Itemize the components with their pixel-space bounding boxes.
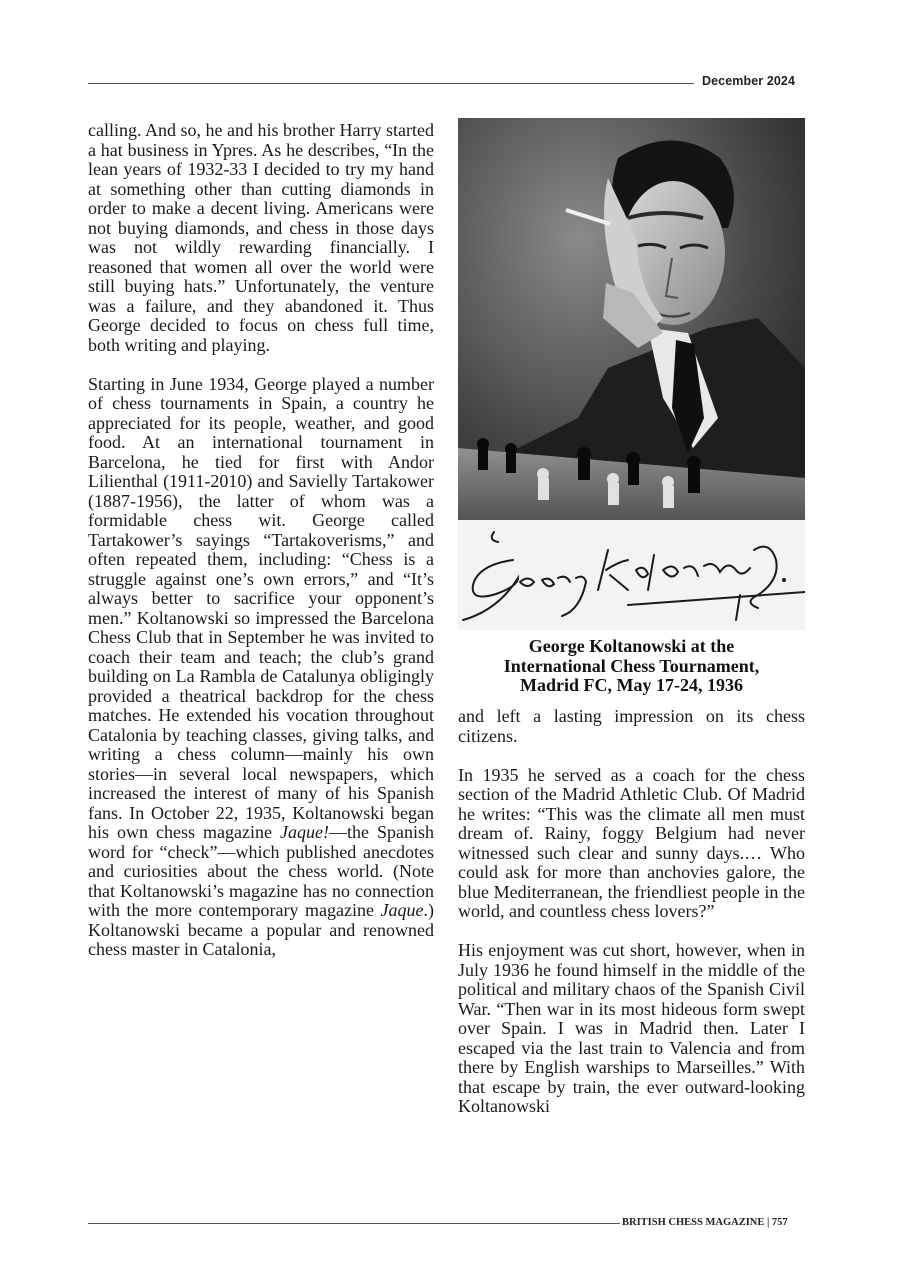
left-paragraph-2-part-3: .) Koltanowski became a popular and renowned chess master in Catalonia, [88,900,434,959]
header-rule [88,83,694,84]
magazine-title-jaque-exclaim: Jaque! [280,822,329,842]
issue-date: December 2024 [702,74,796,88]
caption-line-2: International Chess Tournament, [503,655,760,676]
right-paragraph-1: and left a lasting impression on its chess citizens. [458,706,805,746]
right-paragraph-2: In 1935 he served as a coach for the chess section of the Madrid Athletic Club. Of Madrid he writes: “This was the climate all men must dream of. Rainy, foggy Belgium had never witnessed such clear and sunny days.… Who could ask for more than anchovies galore, the blue Mediterranean, the friendliest people in the world, and countless chess lovers?” [458,764,805,921]
left-column [88,121,434,960]
right-paragraph-3: His enjoyment was cut short, however, when in July 1936 he found himself in the middle of the political and military chaos of the Spanish Civil War. “Then war in its most hideous form swept over Spain. I was in Madrid then. Later I escaped via the last train to Valencia and from there by English warships to Marseilles.” With that escape by train, the ever outward-looking Koltanowski [458,940,805,1116]
caption-line-1: George Koltanowski at the [528,636,735,656]
right-column [458,707,805,1117]
photo-caption [458,637,805,696]
left-paragraph-2-part-2: —the Spanish word for “check”—which published anecdotes and curiosities about the chess world. (Note that Koltanowski’s magazine has no connection with the more contemporary magazine [88,822,435,920]
magazine-title-jaque: Jaque [380,900,424,920]
left-paragraph-2 [88,375,434,960]
autograph-signature [458,520,805,630]
left-paragraph-2-part-1: Starting in June 1934, George played a number of chess tournaments in Spain, a country he appreciated for its people, weather, and good food. At an international tournament in Barcelona, he tied for first with Andor Lilienthal (1911-2010) and Savielly Tartakower (1887-1956), the latter of whom was a formidable chess wit. George called Tartakower’s sayings “Tartakoverisms,” and often repeated them, including: “Chess is a struggle against one’s own errors,” and “It’s always better to sacrifice your opponent’s men.” Koltanowski so impressed the Barcelona Chess Club that in September he was invited to coach their team and teach; the club’s grand building on La Rambla de Catalunya obligingly provided a theatrical backdrop for the chess matches. He extended his vocation throughout Catalonia by teaching classes, giving talks, and writing a chess column—mainly his own stories—in several local newspapers, which increased the interest of many of his Spanish fans. In October 22, 1935, Koltanowski began his own chess magazine [88,373,434,842]
koltanowski-photo [458,118,805,520]
footer-rule [88,1223,620,1224]
footer-publication-page: BRITISH CHESS MAGAZINE | 757 [622,1217,788,1228]
left-paragraph-1: calling. And so, he and his brother Harry started a hat business in Ypres. As he describes, “In the lean years of 1932-33 I decided to try my hand at something other than cutting diamonds in order to make a decent living. Americans were not buying diamonds, and chess in those days was not wildly rewarding financially. I reasoned that women all over the world were still buying hats.” Unfortunately, the venture was a failure, and they abandoned it. Thus George decided to focus on chess full time, both writing and playing. [88,120,434,355]
caption-line-3: Madrid FC, May 17-24, 1936 [520,675,743,695]
